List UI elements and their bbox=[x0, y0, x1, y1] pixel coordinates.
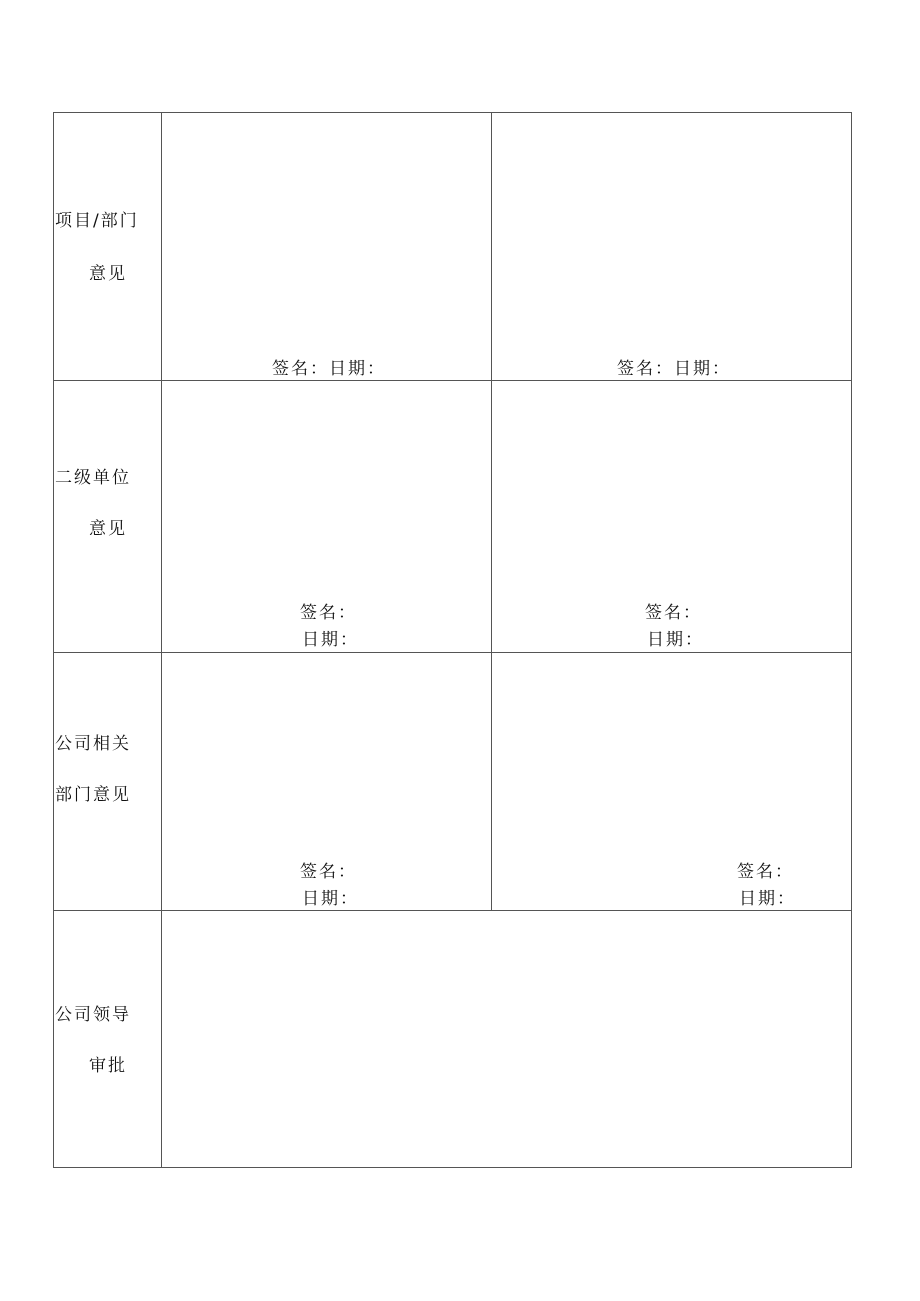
approval-form-table bbox=[53, 112, 852, 1168]
row-divider-3 bbox=[53, 910, 852, 911]
row4-label-line1: 公司领导 bbox=[55, 1005, 131, 1025]
row2-left-signature-date[interactable]: 日期： bbox=[302, 630, 359, 650]
row3-label-line2: 部门意见 bbox=[55, 785, 131, 805]
row2-left-signature-name[interactable]: 签名： bbox=[300, 603, 357, 623]
row3-label-line1: 公司相关 bbox=[55, 734, 131, 754]
row2-label-line1: 二级单位 bbox=[55, 468, 131, 488]
row2-right-signature-date[interactable]: 日期： bbox=[647, 630, 704, 650]
row4-label-line2: 审批 bbox=[89, 1056, 127, 1076]
row3-left-signature-name[interactable]: 签名： bbox=[300, 862, 357, 882]
row3-left-signature-date[interactable]: 日期： bbox=[302, 889, 359, 909]
row3-right-signature-name[interactable]: 签名： bbox=[737, 862, 794, 882]
row1-right-signature-field[interactable]: 签名：日期： bbox=[617, 359, 731, 379]
row1-label-line1: 项目/部门 bbox=[55, 211, 139, 231]
row-divider-2 bbox=[53, 652, 852, 653]
table-border-right bbox=[851, 112, 852, 1168]
table-border-left bbox=[53, 112, 54, 1168]
table-border-bottom bbox=[53, 1167, 852, 1168]
row2-right-signature-name[interactable]: 签名： bbox=[645, 603, 702, 623]
row1-left-signature-field[interactable]: 签名：日期： bbox=[272, 359, 386, 379]
row1-label-line2: 意见 bbox=[89, 264, 127, 284]
row-divider-1 bbox=[53, 380, 852, 381]
row3-right-signature-date[interactable]: 日期： bbox=[739, 889, 796, 909]
row2-label-line2: 意见 bbox=[89, 519, 127, 539]
opinion-column-divider bbox=[491, 112, 492, 911]
table-border-top bbox=[53, 112, 852, 113]
label-column-divider bbox=[161, 112, 162, 1168]
